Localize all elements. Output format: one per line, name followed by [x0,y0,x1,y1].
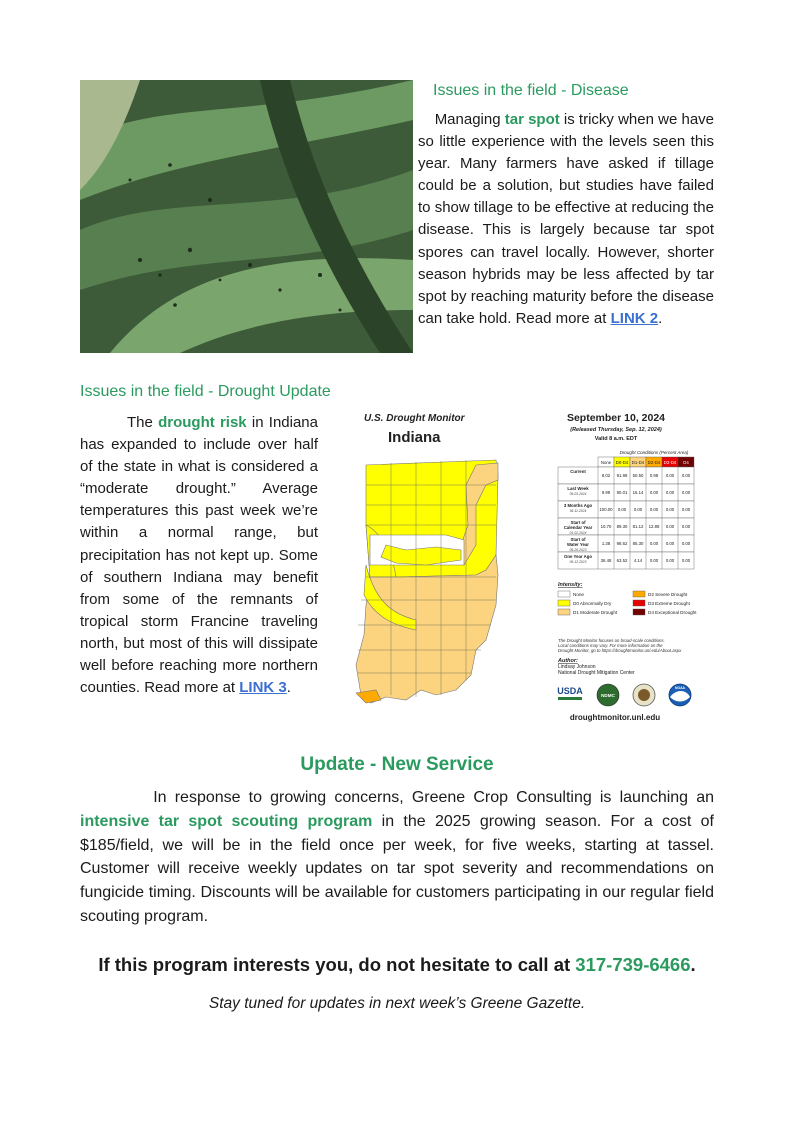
legend-swatch [633,600,645,606]
author-org: National Drought Mitigation Center [558,670,635,676]
table-cell: 50.50 [632,473,644,478]
intensity-label: Intensity: [558,582,583,588]
call-to-action [0,954,794,976]
service-text-body: in the 2025 growing season. For a cost of $185/field, we will be in the field once per week, for five weeks, starting at tassel. Customer will receive weekly updates on tar spot severity and recommendations on fungicide timing. Discounts will be available for customers participating in our regular field scouting program. [80,812,715,925]
table-row-date: 09-12-2023 [569,560,587,564]
table-cell: 8.02 [601,473,611,478]
table-cell: 12.89 [648,524,660,529]
table-row-date: 01-02-2024 [569,531,587,535]
table-cell: 0.00 [665,558,675,563]
closing-note: Stay tuned for updates in next week’s Greene Gazette. [208,995,586,1012]
table-cell: 16.14 [632,490,644,495]
table-cell: 1.38 [601,541,611,546]
author-name: Lindsay Johnson [558,664,596,670]
table-row-label: One Year Ago [564,554,592,559]
link-2[interactable]: LINK 2 [610,309,659,327]
indent [80,414,127,431]
table-cell: 10.70 [600,524,612,529]
table-cell: 0.00 [649,541,659,546]
table-cell: 0.00 [665,524,675,529]
table-cell: 98.62 [616,541,628,546]
map-date: September 10, 2024 [566,412,666,424]
table-header-label: D2-D4 [647,460,661,465]
disease-text-start: Managing [434,111,505,128]
table-row-label: Current [570,469,586,474]
drought-text-end: . [286,679,291,697]
svg-text:NOAA: NOAA [675,686,685,690]
usda-logo [557,686,583,700]
table-cell: 90.01 [616,490,628,495]
table-header-label: D3-D4 [663,460,677,465]
map-note-1: The Drought Monitor focuses on broad-scale conditions. [558,638,665,643]
service-text-start: In response to growing concerns, Greene Crop Consulting is launching an [153,789,715,806]
legend-swatch [558,591,570,597]
table-cell: 0.00 [681,490,691,495]
table-cell: 36.48 [600,558,612,563]
table-cell: 0.00 [681,507,691,512]
table-row-label: Last Week [567,486,589,491]
table-cell: 89.30 [616,524,628,529]
indiana-map-shape [356,460,498,703]
map-valid: Valid 8 a.m. EDT [594,436,638,442]
table-row-date: 09-26-2023 [569,548,587,552]
table-cell: 0.00 [681,524,691,529]
scouting-program-highlight: intensive tar spot scouting program [80,812,373,830]
legend-label: D3 Extreme Drought [648,601,690,606]
disease-text-body: is tricky when we have so little experience with the levels seen this year. Many farmers have asked if tillage could be a solution, but studies have failed to show tillage to be effective at reducing the disease. This is largely because tar spot spores can travel locally. However, shorter season hybrids may be less affected by tar spot by reaching maturity before the disease can take hold. Read more at [418,111,714,327]
table-row-label: Start of [570,537,586,542]
table-cell: 0.98 [649,473,659,478]
table-row-label: Calendar Year [563,525,593,530]
legend-label: D0 Abnormally Dry [573,601,612,606]
legend-swatch [633,591,645,597]
table-cell: 0.00 [681,473,691,478]
indent [418,111,435,128]
table-cell: 81.12 [632,524,644,529]
disease-text-end: . [658,309,663,327]
table-row-label: 3 Months Ago [563,503,593,508]
legend-label: D1 Moderate Drought [573,610,618,615]
drought-monitor-map [336,405,708,723]
legend-swatch [558,609,570,615]
map-released: (Released Thursday, Sep. 12, 2024) [570,427,662,433]
table-cell: 85.30 [632,541,644,546]
legend-label: None [573,592,584,597]
table-row-label: Water Year [567,542,589,547]
table-cell: 0.00 [617,507,627,512]
drought-legend [558,591,697,615]
noaa-logo [669,684,691,706]
table-cell: 0.00 [665,473,675,478]
table-header-label: D4 [683,460,689,465]
cta-end: . [690,954,696,975]
legend-swatch [558,600,570,606]
table-header-label: D0-D4 [615,460,629,465]
indent [80,789,153,806]
drought-monitor-site: droughtmonitor.unl.edu [569,713,661,722]
table-cell: 0.00 [633,507,643,512]
phone-number-link[interactable]: 317-739-6466 [575,954,691,975]
table-cell: 0.00 [681,541,691,546]
table-cell: 0.00 [649,558,659,563]
disease-heading: Issues in the field - Disease [433,82,629,99]
table-row-label: Start of [570,520,586,525]
table-row-date: 09-03-2024 [569,492,587,496]
cta-text: If this program interests you, do not hesitate to call at [98,954,576,975]
corn-leaf-photo [80,80,413,353]
map-brand: U.S. Drought Monitor [364,413,465,424]
table-cell: 0.00 [665,507,675,512]
map-note-3: Drought Monitor, go to https://droughtmonitor.unl.edu/About.aspx [558,648,682,653]
map-note-2: Local conditions may vary. For more information on the [558,643,663,648]
drought-risk-highlight: drought risk [158,414,247,431]
service-paragraph [80,786,714,929]
tar-spot-highlight: tar spot [504,111,560,128]
drought-heading: Issues in the field - Drought Update [80,383,331,400]
svg-text:NDMC: NDMC [601,693,615,698]
drought-paragraph [80,412,318,699]
table-cell: 0.00 [665,490,675,495]
drought-text-body: in Indiana has expanded to include over half of the state in what is considered a “moderate drought.” Average temperatures this past week we’re within a normal range, but precipitation has not kept up. Some of southern Indiana may benefit from some of the remnants of tropical storm Francine traveling north, but most of this will dissipate well before reaching more northern counties. Read more at [80,414,318,697]
author-label: Author: [558,658,578,664]
table-cell: 0.00 [665,541,675,546]
table-cell: 100.00 [599,507,613,512]
table-cell: 4.14 [633,558,643,563]
ndmc-logo [597,684,619,706]
table-cell: 0.00 [649,507,659,512]
table-row-date: 06-11-2024 [569,509,587,513]
legend-label: D2 Severe Drought [648,592,688,597]
svg-text:USDA: USDA [557,686,583,696]
link-3[interactable]: LINK 3 [239,679,287,697]
table-cell: 0.00 [681,558,691,563]
doc-seal-logo [633,684,655,706]
table-caption: Drought Conditions (Percent Area) [619,450,689,455]
legend-swatch [633,609,645,615]
table-cell: 0.00 [649,490,659,495]
table-cell: 9.99 [601,490,611,495]
table-header-label: None [600,460,612,465]
drought-table [558,457,694,569]
table-cell: 63.52 [616,558,628,563]
legend-label: D4 Exceptional Drought [648,610,697,615]
drought-text-start: The [127,414,159,431]
table-header-label: D1-D4 [631,460,645,465]
table-cell: 91.98 [616,473,628,478]
service-heading: Update - New Service [300,754,494,775]
disease-paragraph [418,109,714,330]
map-state: Indiana [388,429,441,446]
